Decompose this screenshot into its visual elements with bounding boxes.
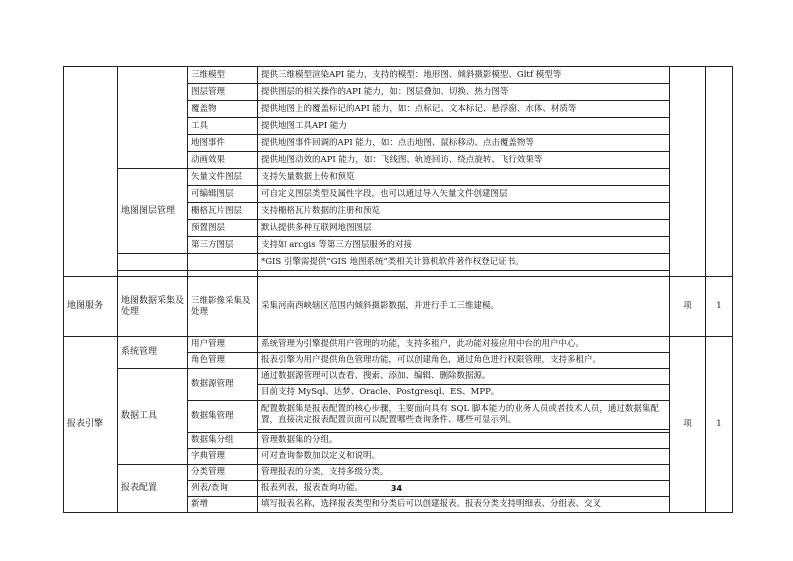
table-row [64,337,733,353]
item-desc: 提供地图上的覆盖标记的API 能力，如：点标记、文本标记、悬浮窗、水体、材质等 [258,101,670,118]
item-desc: 采集河南西峡辖区范围内倾斜摄影数据，并进行手工三维建模。 [258,277,670,337]
item-name: 工具 [188,118,258,135]
item-desc: 报表列表，报表查询功能。 [258,481,670,497]
qty-cell: 1 [706,277,733,337]
item-name: 动画效果 [188,152,258,169]
item-desc: 目前支持 MySql、达梦、Oracle、Postgresql、ES、MPP。 [258,385,670,401]
item-name: 数据源管理 [188,369,258,401]
empty-cell [188,254,258,271]
empty-cell [118,254,188,271]
item-name: 数据集管理 [188,401,258,433]
item-name: 可编辑图层 [188,186,258,203]
item-desc: 支持矢量数据上传和预览 [258,169,670,186]
item-name: 列表/查询 [188,481,258,497]
item-desc: 通过数据源管理可以查看、搜索、添加、编辑、删除数据源。 [258,369,670,385]
category-cell: 报表引擎 [64,337,118,513]
subcategory-cell: 报表配置 [118,465,188,513]
item-name: 三维影像采集及处理 [188,277,258,337]
unit-cell: 项 [670,337,706,513]
copyright-note: *GIS 引擎需提供“GIS 地图系统”类相关计算机软件著作权登记证书。 [258,254,670,271]
item-desc: 支持如 arcgis 等第三方图层服务的对接 [258,237,670,254]
page-number: 34 [390,484,403,493]
item-name: 预置图层 [188,220,258,237]
item-name: 第三方图层 [188,237,258,254]
category-cell [64,67,118,277]
subcategory-cell: 系统管理 [118,337,188,369]
item-desc: 可对查询参数加以定义和说明。 [258,449,670,465]
unit-cell: 项 [670,277,706,337]
unit-cell [670,67,706,277]
table-row [64,369,733,385]
item-desc: 系统管理为引擎提供用户管理的功能，支持多租户，此功能对接应用中台的用户中心。 [258,337,670,353]
item-desc: 提供地图动效的API 能力，如：飞线图、轨迹回访、绕点旋转、飞行效果等 [258,152,670,169]
item-name: 分类管理 [188,465,258,481]
qty-cell: 1 [706,337,733,513]
item-desc: 配置数据集是报表配置的核心步骤，主要面向具有 SQL 脚本能力的业务人员或者技术人员，通过数据集配置，直接决定报表配置页面可以配置哪些查询条件、哪些可显示列。 [258,401,670,430]
category-cell: 地图服务 [64,277,118,337]
item-desc: 管理数据集的分组。 [258,433,670,449]
table-row [64,67,733,84]
spec-table [63,66,733,513]
subcategory-cell [118,67,188,169]
subcategory-cell: 地图数据采集及处理 [118,277,188,337]
item-desc: 提供三维模型渲染API 能力，支持的模型：地形图、倾斜摄影模型、Gltf 模型等 [258,67,670,84]
item-desc: 默认提供多种互联网地图图层 [258,220,670,237]
item-name: 栅格瓦片图层 [188,203,258,220]
item-desc: 填写报表名称，选择报表类型和分类后可以创建报表。报表分类支持明细表、分组表、交叉 [258,497,670,513]
item-name: 角色管理 [188,353,258,369]
subcategory-cell: 数据工具 [118,369,188,465]
item-desc: 提供图层的相关操作的API 能力，如：图层叠加、切换、热力图等 [258,84,670,101]
item-desc: 管理报表的分类，支持多级分类。 [258,465,670,481]
item-desc: 提供地图工具API 能力 [258,118,670,135]
item-name: 矢量文件图层 [188,169,258,186]
table-row [64,277,733,337]
qty-cell [706,67,733,277]
item-name: 三维模型 [188,67,258,84]
table-row [64,169,733,186]
item-desc: 报表引擎为用户提供角色管理功能，可以创建角色，通过角色进行权限管理，支持多租户。 [258,353,670,369]
item-desc: 支持栅格瓦片数据的注册和预览 [258,203,670,220]
item-name: 图层管理 [188,84,258,101]
item-name: 用户管理 [188,337,258,353]
item-desc: 提供地图事件回调的API 能力，如：点击地图、鼠标移动、点击覆盖物等 [258,135,670,152]
item-name: 覆盖物 [188,101,258,118]
item-name: 数据集分组 [188,433,258,449]
item-name: 地图事件 [188,135,258,152]
table-row [64,465,733,481]
item-desc: 可自定义图层类型及属性字段，也可以通过导入矢量文件创建图层 [258,186,670,203]
item-name: 新增 [188,497,258,513]
item-name: 字典管理 [188,449,258,465]
subcategory-cell: 地图图层管理 [118,169,188,254]
table-row [64,254,733,271]
